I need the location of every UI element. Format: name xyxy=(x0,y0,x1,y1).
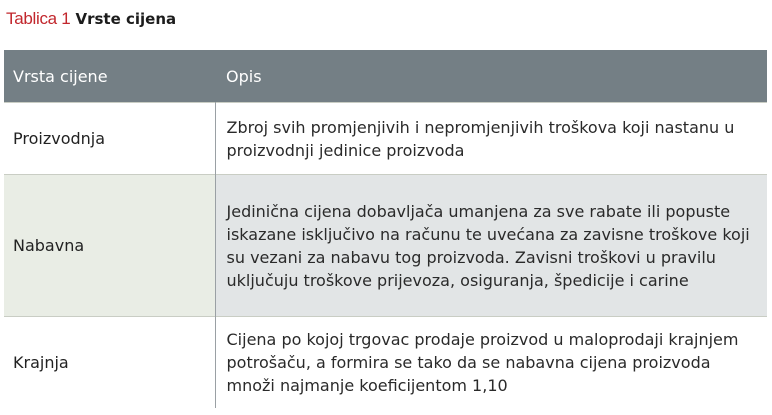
table-row xyxy=(4,103,767,175)
header-description: Opis xyxy=(215,50,767,103)
caption-label: Tablica 1 xyxy=(6,9,71,28)
table-row xyxy=(4,317,767,408)
price-type-cell: Nabavna xyxy=(13,236,85,255)
price-types-table xyxy=(4,50,767,408)
price-type-cell: Proizvodnja xyxy=(13,129,106,148)
price-type-cell: Krajnja xyxy=(13,352,69,372)
header-price-type: Vrsta cijene xyxy=(4,50,215,103)
table-row xyxy=(4,175,767,317)
description-cell: Cijena po kojoj trgovac prodaje proizvod u maloprodaji krajnjem potrošaču, a formira se tako da se nabavna cijena proizvoda množi najmanje koeficijentom 1,10 xyxy=(215,317,767,408)
table-caption xyxy=(6,9,176,29)
table-header-row xyxy=(4,50,767,103)
caption-title: Vrste cijena xyxy=(75,10,177,28)
description-cell: Jedinična cijena dobavljača umanjena za sve rabate ili popuste iskazane isključivo na računu te uvećana za zavisne troškove koji su vezani za nabavu tog proizvoda. Zavisni troškovi u pravilu uključuju troškove prijevoza, osiguranja, špedicije i carine xyxy=(215,175,767,317)
description-cell: Zbroj svih promjenjivih i nepromjenjivih troškova koji nastanu u proizvodnji jedinice proizvoda xyxy=(215,103,767,175)
